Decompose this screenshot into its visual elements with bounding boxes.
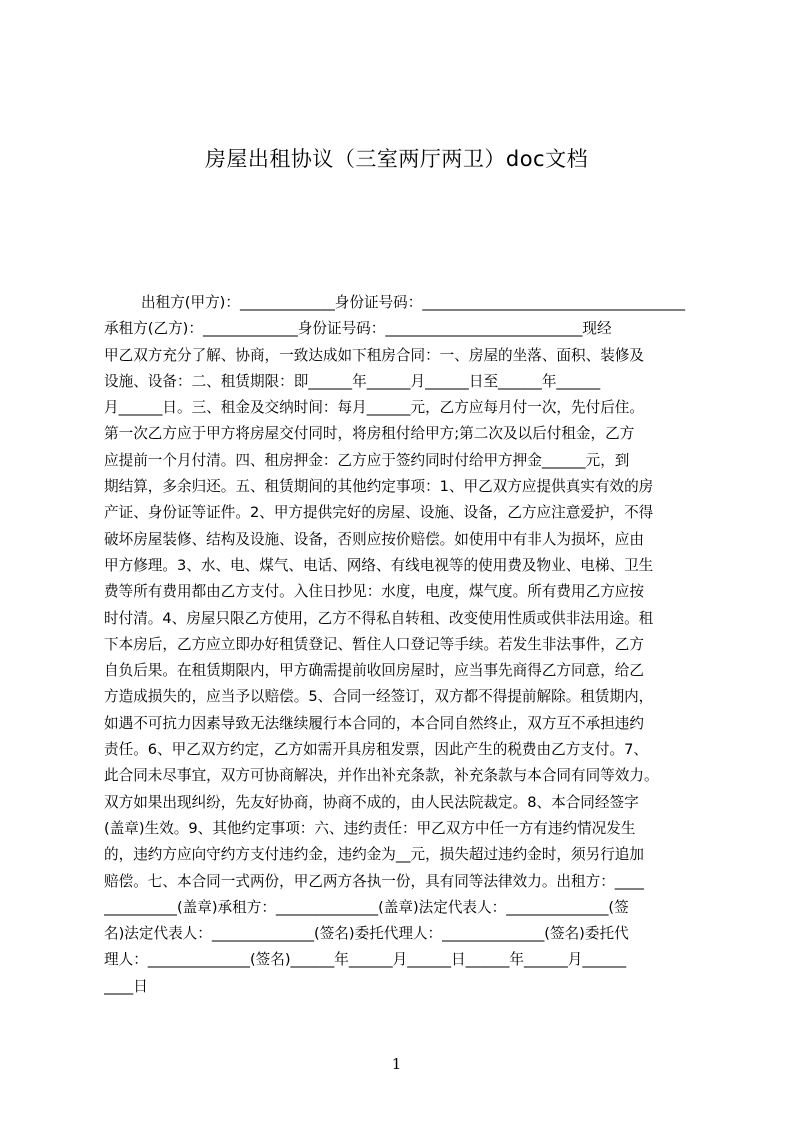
body-line: 破坏房屋装修、结构及设施、设备，否则应按价赔偿。如使用中有非人为损坏，应由 xyxy=(104,530,644,548)
body-line: 月______日。三、租金及交纳时间：每月______元，乙方应每月付一次，先付后住。 xyxy=(104,399,644,417)
body-line: 自负后果。在租赁期限内，甲方确需提前收回房屋时，应当事先商得乙方同意，给乙 xyxy=(104,662,644,680)
body-line: 承租方(乙方)：_____________身份证号码：___________________________现经 xyxy=(104,320,612,338)
body-line: 下本房后，乙方应立即办好租赁登记、暂住人口登记等手续。若发生非法事件，乙方 xyxy=(104,635,644,653)
body-line: ____日 xyxy=(104,977,148,995)
body-line: __________(盖章)承租方：______________(盖章)法定代表人：______________(签 xyxy=(104,898,629,916)
body-line: 时付清。4、房屋只限乙方使用，乙方不得私自转租、改变使用性质或供非法用途。租 xyxy=(104,609,654,627)
body-line: 产证、身份证等证件。2、甲方提供完好的房屋、设施、设备，乙方应注意爱护，不得 xyxy=(104,504,654,522)
body-line: 责任。6、甲乙双方约定，乙方如需开具房租发票，因此产生的税费由乙方支付。7、 xyxy=(104,741,648,759)
body-line: 应提前一个月付清。四、租房押金：乙方应于签约同时付给甲方押金______元，到 xyxy=(104,451,630,469)
body-line: 的，违约方应向守约方支付违约金，违约金为__元，损失超过违约金时，须另行追加 xyxy=(104,846,644,864)
document-title: 房屋出租协议（三室两厅两卫）doc文档 xyxy=(204,147,589,171)
body-line: 理人：______________(签名)______年______月______日______年______月______ xyxy=(104,951,627,969)
body-line: 出租方(甲方)：_____________身份证号码：____________________________________ xyxy=(141,294,686,311)
body-line: (盖章)生效。9、其他约定事项：六、违约责任：甲乙双方中任一方有违约情况发生 xyxy=(104,819,636,837)
body-line: 费等所有费用都由乙方支付。入住日抄见：水度，电度，煤气度。所有费用乙方应按 xyxy=(104,583,644,601)
body-line: 甲乙双方充分了解、协商，一致达成如下租房合同：一、房屋的坐落、面积、装修及 xyxy=(104,346,644,364)
body-line: 此合同未尽事宜，双方可协商解决，并作出补充条款，补充条款与本合同有同等效力。 xyxy=(104,767,659,785)
body-line: 名)法定代表人：______________(签名)委托代理人：______________(签名)委托代 xyxy=(104,925,629,943)
body-line: 双方如果出现纠纷，先友好协商，协商不成的，由人民法院裁定。8、本合同经签字 xyxy=(104,793,639,811)
body-line: 方造成损失的，应当予以赔偿。5、合同一经签订，双方都不得提前解除。租赁期内， xyxy=(104,688,654,706)
body-line: 如遇不可抗力因素导致无法继续履行本合同的，本合同自然终止，双方互不承担违约 xyxy=(104,714,644,732)
body-line: 期结算，多余归还。五、租赁期间的其他约定事项：1、甲乙双方应提供真实有效的房 xyxy=(104,478,654,496)
page-number: 1 xyxy=(391,1055,402,1073)
body-line: 设施、设备：二、租赁期限：即______年______月______日至______年______ xyxy=(104,372,601,390)
body-line: 第一次乙方应于甲方将房屋交付同时，将房租付给甲方;第二次及以后付租金，乙方 xyxy=(104,425,635,443)
document-body xyxy=(104,290,699,1000)
body-line: 赔偿。七、本合同一式两份，甲乙两方各执一份，具有同等法律效力。出租方：____ xyxy=(104,872,644,890)
body-line: 甲方修理。3、水、电、煤气、电话、网络、有线电视等的使用费及物业、电梯、卫生 xyxy=(104,556,654,574)
